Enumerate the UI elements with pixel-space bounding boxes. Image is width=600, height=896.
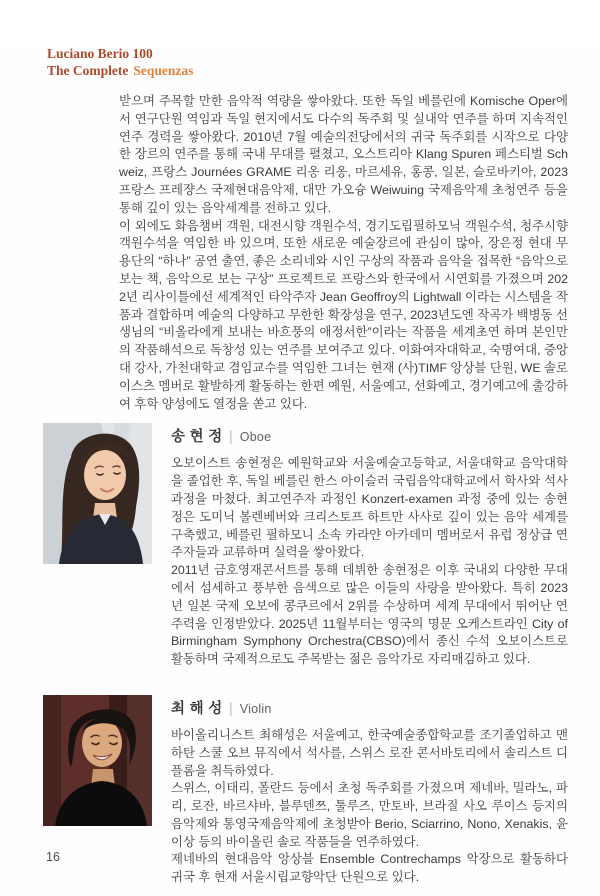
violinist-portrait-illustration xyxy=(43,695,152,826)
bio-paragraph: 제네바의 현대음악 앙상블 Ensemble Contrechamps 악장으로 활동하다 귀국 후 현재 서울시립교향악단 단원으로 있다. xyxy=(171,852,568,885)
performer-instrument: Oboe xyxy=(239,430,272,445)
booklet-series-title xyxy=(47,46,568,79)
bio-paragraph: 2011년 금호영재콘서트를 통해 데뷔한 송현정은 이후 국내외 다양한 무대에서 섬세하고 풍부한 음색으로 많은 이들의 사랑을 받아왔다. 특히 2023년 일본 국제 오보에 콩쿠르에서 2위를 수상하며 세계 무대에서 뛰어난 연주력을 인정받았다. 2025년 11월부터는 영국의 명문 오케스트라인 City of Birmingham Symphony Orchestra(CBSO)에서 종신 수석 오보이스트로 활동하며 국제적으로도 주목받는 젊은 음악가로 자리매김하고 있다. xyxy=(171,563,568,667)
performer-section-oboe xyxy=(43,423,568,669)
series-title-line2 xyxy=(47,63,568,80)
performer-name: 최해성 xyxy=(171,700,227,717)
page-number: 16 xyxy=(46,850,60,864)
heading-divider: | xyxy=(228,700,233,717)
bio-paragraph: 바이올리니스트 최해성은 서울예고, 한국예술종합학교를 조기졸업하고 맨하탄 스쿨 오브 뮤직에서 석사를, 스위스 로잔 콘서바토리에서 솔리스트 디플롬을 취득하였다. xyxy=(171,727,568,778)
performer-section-violin xyxy=(43,695,568,887)
series-title-line2-dark: The Complete xyxy=(47,62,129,78)
bio-paragraph: 오보이스트 송현정은 예원학교와 서울예술고등학교, 서울대학교 음악대학을 졸업한 후, 독일 베를린 한스 아이슬러 국립음악대학교에서 학사와 석사 과정을 마쳤다. 최고연주자 과정인 Konzert-examen 과정 중에 있는 송현정은 도미닉 볼렌베버와 크리스토프 하트만 사사로 깊이 있는 음악 세계를 구축했고, 베를린 필하모니 소속 카라얀 아카데미 멤버로서 유럽 정상급 연주자들과 교류하며 실력을 쌓아왔다. xyxy=(171,456,568,560)
performer-bio-oboe xyxy=(171,423,568,669)
performer-bio-violin xyxy=(171,695,568,887)
series-title-line1: Luciano Berio 100 xyxy=(47,46,153,61)
performer-bio-text xyxy=(171,455,568,669)
performer-photo-oboe xyxy=(43,423,152,564)
booklet-page xyxy=(0,46,600,896)
heading-divider: | xyxy=(228,429,233,446)
performer-bio-text xyxy=(171,727,568,887)
bio-paragraph: 스위스, 이태리, 폴란드 등에서 초청 독주회를 가졌으며 제네바, 밀라노, 파리, 로잔, 바르샤바, 블루덴쯔, 툴루즈, 만토바, 브라질 사오 루이스 등지의 음악제와 통영국제음악제에 초청받아 Berio, Sciarrino, Nono, Xenakis, 윤이상 등의 바이올린 솔로 작품들을 연주하였다. xyxy=(171,781,568,849)
continued-bio-text xyxy=(119,93,568,413)
intro-paragraph: 이 외에도 화음챔버 객원, 대전시향 객원수석, 경기도립필하모닉 객원수석, 청주시향 객원수석을 역임한 바 있으며, 또한 새로운 예술장르에 관심이 많아, 장은정 현대 무용단의 “하나” 공연 출연, 좋은 소리네와 시인 구상의 작품과 음악을 접목한 “음악으로 보는 책, 음악으로 보는 구상” 프로젝트로 프랑스와 한국에서 시연회를 가졌으며 2022년 리사이틀에선 세계적인 타악주자 Jean Geoffroy의 Lightwall 이라는 시스템을 작품과 결합하며 예술의 다양하고 무한한 확장성을 연구, 2023년도엔 작곡가 백병동 선생님의 “비올라에게 보내는 바흐풍의 애정서한”이라는 작품을 세계초연 하며 본인만의 작품해석으로 독창성 있는 연주를 보여주고 있다. 이화여자대학교, 숙명여대, 중앙대 강사, 가천대학교 겸임교수를 역임한 그녀는 현재 (사)TIMF 앙상블 단원, WE 솔로이스츠 멤버로 활발하게 활동하는 한편 예원, 서울예고, 선화예고, 경기예고에 출강하여 후학 양성에도 열정을 쏟고 있다. xyxy=(119,218,568,411)
performer-heading-violin xyxy=(171,697,568,718)
performer-name: 송현정 xyxy=(171,429,227,446)
series-title-line2-accent: Sequenzas xyxy=(133,62,194,78)
performer-instrument: Violin xyxy=(239,701,272,716)
performer-photo-violin xyxy=(43,695,152,826)
oboist-portrait-illustration xyxy=(43,423,152,564)
intro-paragraph: 받으며 주목할 만한 음악적 역량을 쌓아왔다. 또한 독일 베를린에 Komische Oper에서 연구단원 역임과 독일 현지에서도 다수의 독주회 및 실내악 연주를 하며 지속적인 연주 경력을 쌓아왔다. 2010년 7월 예술의전당에서의 귀국 독주회를 시작으로 다양한 장르의 연주를 통해 국내 무대를 펼쳤고, 오스트리아 Klang Spuren 페스티벌 Schweiz, 프랑스 Journées GRAME 리옹 리옹, 마르세유, 홍콩, 일본, 슬로바키아, 2023 프랑스 프레쟝스 국제현대음악제, 대만 가오슝 Weiwuing 국제음악제 초청연주 등을 통해 깊이 있는 음악세계를 전하고 있다. xyxy=(119,94,568,215)
performer-heading-oboe xyxy=(171,425,568,446)
